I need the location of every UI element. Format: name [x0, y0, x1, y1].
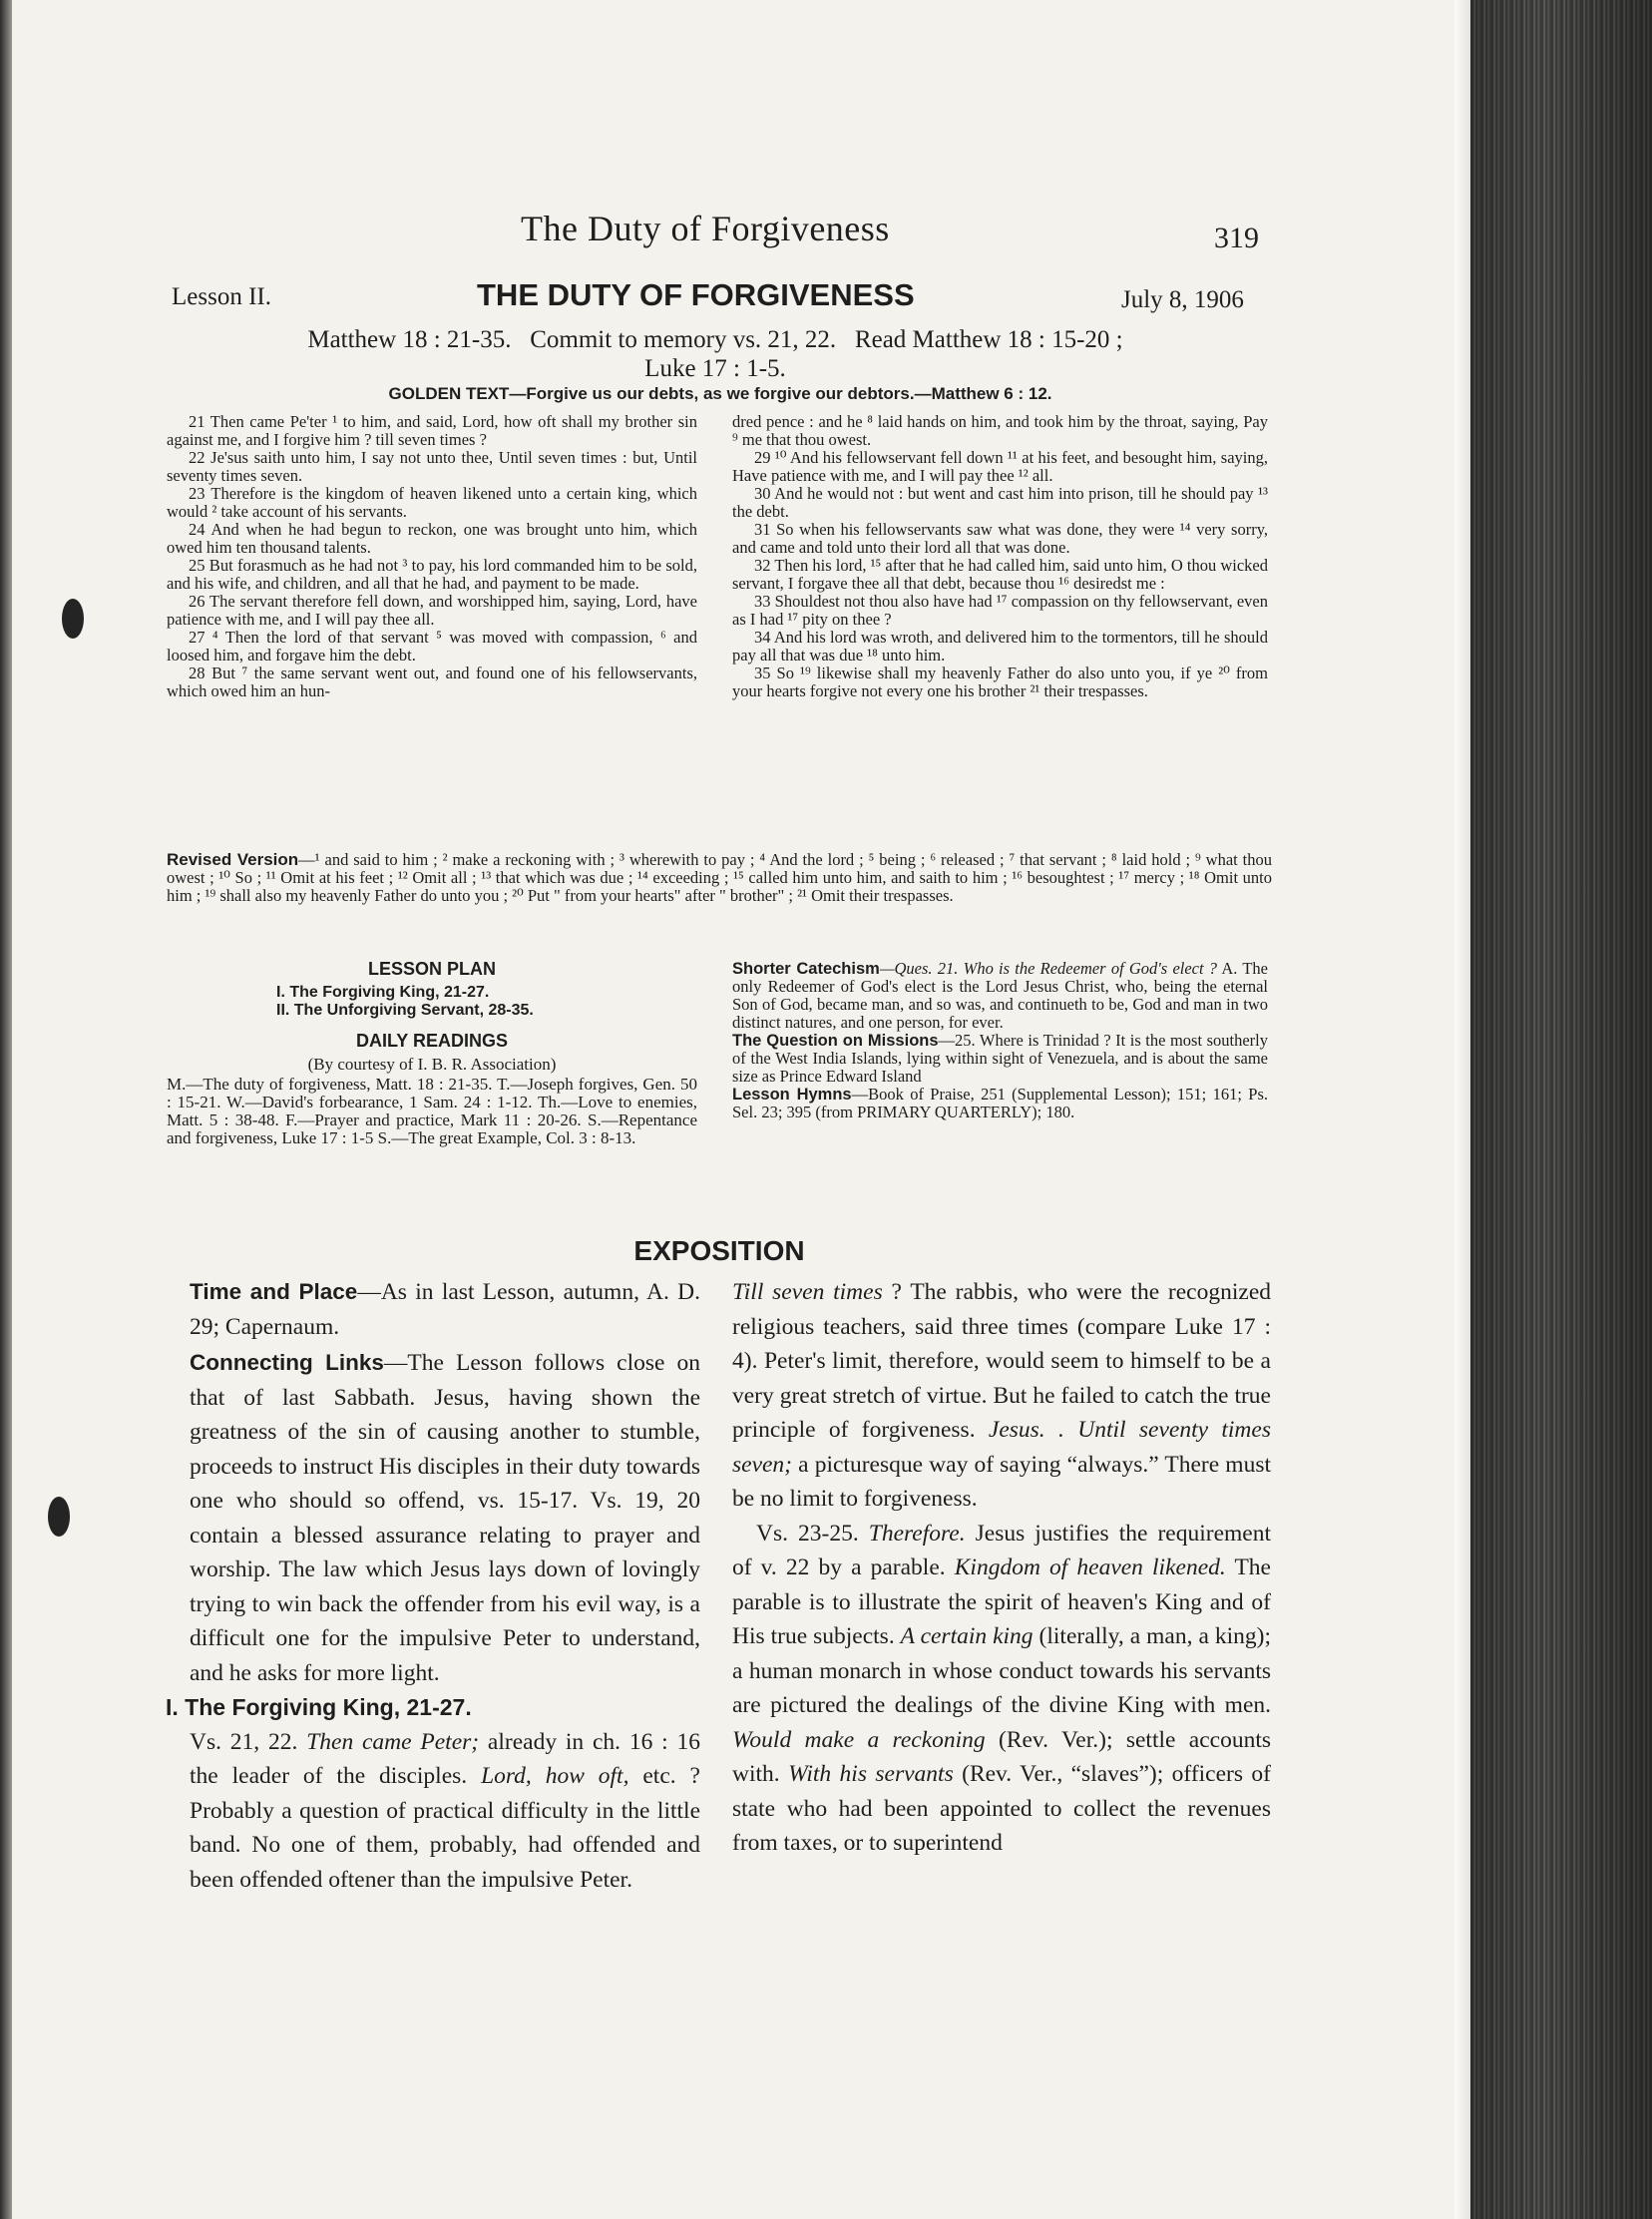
- commentary-italic: Therefore.: [868, 1520, 966, 1547]
- golden-text: GOLDEN TEXT—Forgive us our debts, as we forgive our debtors.—Matthew 6 : 12.: [388, 384, 1052, 403]
- scripture-line: Luke 17 : 1-5.: [644, 355, 786, 382]
- hymns-text: —Book of Praise, 251 (Supplemental Lesson); 151; 161; Ps. Sel. 23; 395 (from PRIMARY QUARTERLY); 180.: [732, 1085, 1268, 1121]
- time-label: Time and Place: [190, 1279, 358, 1304]
- missions-label: The Question on Missions: [732, 1032, 939, 1050]
- verse: 30 And he would not : but went and cast him into prison, till he should pay ¹³ the debt.: [732, 484, 1268, 521]
- lesson-title: THE DUTY OF FORGIVENESS: [477, 277, 915, 312]
- lesson-plan-item: II. The Unforgiving Servant, 28-35.: [276, 1002, 534, 1019]
- verse: dred pence : and he ⁸ laid hands on him, and took him by the throat, saying, Pay ⁹ me that thou owest.: [732, 412, 1268, 449]
- revised-version-notes: [167, 851, 1272, 905]
- scripture-reference: [162, 325, 1269, 383]
- commentary-italic: Till seven times: [732, 1279, 883, 1305]
- verse: 24 And when he had begun to reckon, one was brought unto him, which owed him ten thousand talents.: [167, 520, 697, 557]
- verse: 22 Je'sus saith unto him, I say not unto thee, Until seven times : but, Until seventy times seven.: [167, 448, 697, 485]
- scripture-line: Matthew 18 : 21-35. Commit to memory vs. 21, 22. Read Matthew 18 : 15-20 ;: [307, 326, 1123, 353]
- fore-edge-shadow: [1470, 0, 1652, 2219]
- connecting-links: [190, 1346, 700, 1690]
- binding-shadow: [0, 0, 12, 2219]
- missions-text: —25. Where is Trinidad ? It is the most southerly of the West India Islands, lying within sight of Venezuela, and is about the same size as Prince Edward Island: [732, 1031, 1268, 1086]
- commentary-italic: Kingdom of heaven likened.: [954, 1554, 1226, 1580]
- commentary-text: (Rev. Ver., “slaves”); officers of state who had been appointed to collect the revenues from taxes, or to superintend: [732, 1761, 1271, 1856]
- commentary-text: (Rev. Ver.); settle accounts with.: [732, 1726, 1271, 1787]
- links-label: Connecting Links: [190, 1350, 384, 1375]
- daily-readings-text: M.—The duty of forgiveness, Matt. 18 : 21-35. T.—Joseph forgives, Gen. 50 : 15-21. W.—David's forbearance, 1 Sam. 24 : 1-12. Th.—Love to enemies, Matt. 5 : 38-48. F.—Prayer and practice, Mark 11 : 20-26. S.—Repentance and forgiveness, Luke 17 : 1-5 S.—The great Example, Col. 3 : 8-13.: [167, 1075, 697, 1147]
- punch-hole: [62, 599, 84, 639]
- commentary-text: Jesus justifies the requirement of v. 22 by a parable.: [732, 1520, 1271, 1580]
- verse: 35 So ¹⁹ likewise shall my heavenly Father do also unto you, if ye ²⁰ from your hearts forgive not every one his brother ²¹ their trespasses.: [732, 664, 1268, 700]
- hymns-label: Lesson Hymns: [732, 1086, 852, 1104]
- bible-verses-right: [732, 413, 1268, 700]
- book-page: [12, 0, 1463, 2219]
- commentary-text: ? The rabbis, who were the recognized religious teachers, said three times (compare Luke 17 : 4). Peter's limit, therefore, would seem to himself to be a very great stretch of virtue. But he failed to catch the true principle of forgiveness.: [732, 1279, 1272, 1443]
- catechism-answer: A. The only Redeemer of God's elect is the Lord Jesus Christ, who, being the eternal Son of God, became man, and so was, and continueth to be, God and man in two distinct natures, and one person, for ever.: [732, 959, 1268, 1032]
- exposition-heading: EXPOSITION: [633, 1235, 805, 1266]
- verse: 29 ¹⁰ And his fellowservant fell down ¹¹ at his feet, and besought him, saying, Have patience with me, and I will pay thee ¹² all.: [732, 448, 1268, 485]
- commentary-italic: With his servants: [788, 1761, 954, 1787]
- exposition-right-column: [732, 1275, 1271, 1861]
- catechism-label: Shorter Catechism: [732, 960, 880, 978]
- links-text: —The Lesson follows close on that of last Sabbath. Jesus, having shown the greatness of the sin of causing another to stumble, proceeds to instruct His disciples in their duty towards one who should so offend, vs. 15-17. Vs. 19, 20 contain a blessed assurance relating to prayer and worship. The law which Jesus lays down of lovingly trying to win back the offender from his evil way, is a difficult one for the impulsive Peter to understand, and he asks for more light.: [190, 1350, 700, 1686]
- bible-verses-left: [167, 413, 697, 700]
- missions-question: [732, 1032, 1268, 1086]
- commentary-italic: A certain king: [900, 1623, 1033, 1649]
- time-and-place: [190, 1275, 700, 1344]
- running-head: The Duty of Forgiveness: [521, 209, 890, 248]
- verse: 26 The servant therefore fell down, and worshipped him, saying, Lord, have patience with me, and I will pay thee all.: [167, 592, 697, 629]
- verse: 32 Then his lord, ¹⁵ after that he had called him, said unto him, O thou wicked servant, I forgave thee all that debt, because thou ¹⁶ desiredst me :: [732, 556, 1268, 593]
- verse: 21 Then came Pe'ter ¹ to him, and said, Lord, how oft shall my brother sin against me, and I forgive him ? till seven times ?: [167, 412, 697, 449]
- lesson-plan-item: I. The Forgiving King, 21-27.: [276, 984, 490, 1001]
- commentary-continued: [732, 1275, 1271, 1517]
- revised-version-label: Revised Version: [167, 850, 299, 869]
- daily-readings-courtesy: (By courtesy of I. B. R. Association): [307, 1055, 557, 1074]
- verse: 31 So when his fellowservants saw what was done, they were ¹⁴ very sorry, and came and told unto their lord all that was done.: [732, 520, 1268, 557]
- verse: 27 ⁴ Then the lord of that servant ⁵ was moved with compassion, ⁶ and loosed him, and forgave him the debt.: [167, 628, 697, 665]
- commentary-vs-23-25: [732, 1517, 1271, 1861]
- commentary-italic: Lord, how oft,: [481, 1763, 629, 1789]
- lesson-plan-items: [276, 984, 697, 1020]
- section-heading: I. The Forgiving King, 21-27.: [166, 1694, 472, 1720]
- punch-hole: [48, 1497, 70, 1537]
- shorter-catechism: [732, 960, 1268, 1032]
- catechism-question: —Ques. 21. Who is the Redeemer of God's elect ?: [879, 959, 1218, 978]
- time-text: —As in last Lesson, autumn, A. D. 29; Capernaum.: [190, 1279, 700, 1340]
- commentary-italic: Then came Peter;: [306, 1728, 480, 1755]
- page-edge: [1454, 0, 1470, 2219]
- verse: 34 And his lord was wroth, and delivered him to the tormentors, till he should pay all that was due ¹⁸ unto him.: [732, 628, 1268, 665]
- commentary-text: The parable is to illustrate the spirit of heaven's King and of His true subjects.: [732, 1554, 1271, 1649]
- verse: 25 But forasmuch as he had not ³ to pay, his lord commanded him to be sold, and his wife, and children, and all that he had, and payment to be made.: [167, 556, 697, 593]
- commentary-text: etc. ? Probably a question of practical difficulty in the little band. No one of them, probably, had offended and been offended oftener than the impulsive Peter.: [190, 1763, 700, 1893]
- verse: 33 Shouldest not thou also have had ¹⁷ compassion on thy fellowservant, even as I had ¹⁷ pity on thee ?: [732, 592, 1268, 629]
- commentary-italic: Jesus. . Until seventy times seven;: [732, 1417, 1271, 1478]
- page-number: 319: [1214, 222, 1259, 254]
- daily-readings-heading: DAILY READINGS: [355, 1031, 509, 1051]
- lesson-plan-heading: LESSON PLAN: [367, 959, 496, 979]
- lesson-plan-block: [167, 960, 697, 1147]
- lesson-date: July 8, 1906: [1121, 286, 1244, 313]
- revised-version-text: —¹ and said to him ; ² make a reckoning with ; ³ wherewith to pay ; ⁴ And the lord ; ⁵ being ; ⁶ released ; ⁷ that servant ; ⁸ laid hold ; ⁹ what thou owest ; ¹⁰ So ; ¹¹ Omit at his feet ; ¹² Omit all ; ¹³ that which was due ; ¹⁴ exceeding ; ¹⁵ called him unto him, and saith to him ; ¹⁶ besoughtest ; ¹⁷ mercy ; ¹⁸ Omit unto him ; ¹⁹ shall also my heavenly Father do unto you ; ²⁰ Put " from your hearts" after " brother" ; ²¹ Omit their trespasses.: [167, 850, 1272, 905]
- lesson-hymns: [732, 1086, 1268, 1121]
- commentary-text: (literally, a man, a king); a human monarch in whose conduct towards his servants are pictured the dealings of the divine King with men.: [732, 1623, 1271, 1718]
- commentary-text: Vs. 21, 22.: [190, 1728, 307, 1755]
- exposition-left-column: [166, 1275, 700, 1897]
- lesson-number: Lesson II.: [172, 283, 271, 310]
- verse: 23 Therefore is the kingdom of heaven likened unto a certain king, which would ² take account of his servants.: [167, 484, 697, 521]
- commentary-vs-21-22: [190, 1725, 700, 1898]
- commentary-text: already in ch. 16 : 16 the leader of the disciples.: [190, 1728, 700, 1789]
- verse: 28 But ⁷ the same servant went out, and found one of his fellowservants, which owed him an hun-: [167, 664, 697, 700]
- commentary-text: Vs. 23-25.: [756, 1520, 869, 1547]
- commentary-italic: Would make a reckoning: [732, 1726, 986, 1753]
- commentary-text: a picturesque way of saying “always.” There must be no limit to forgiveness.: [732, 1451, 1271, 1512]
- catechism-block: [732, 960, 1268, 1121]
